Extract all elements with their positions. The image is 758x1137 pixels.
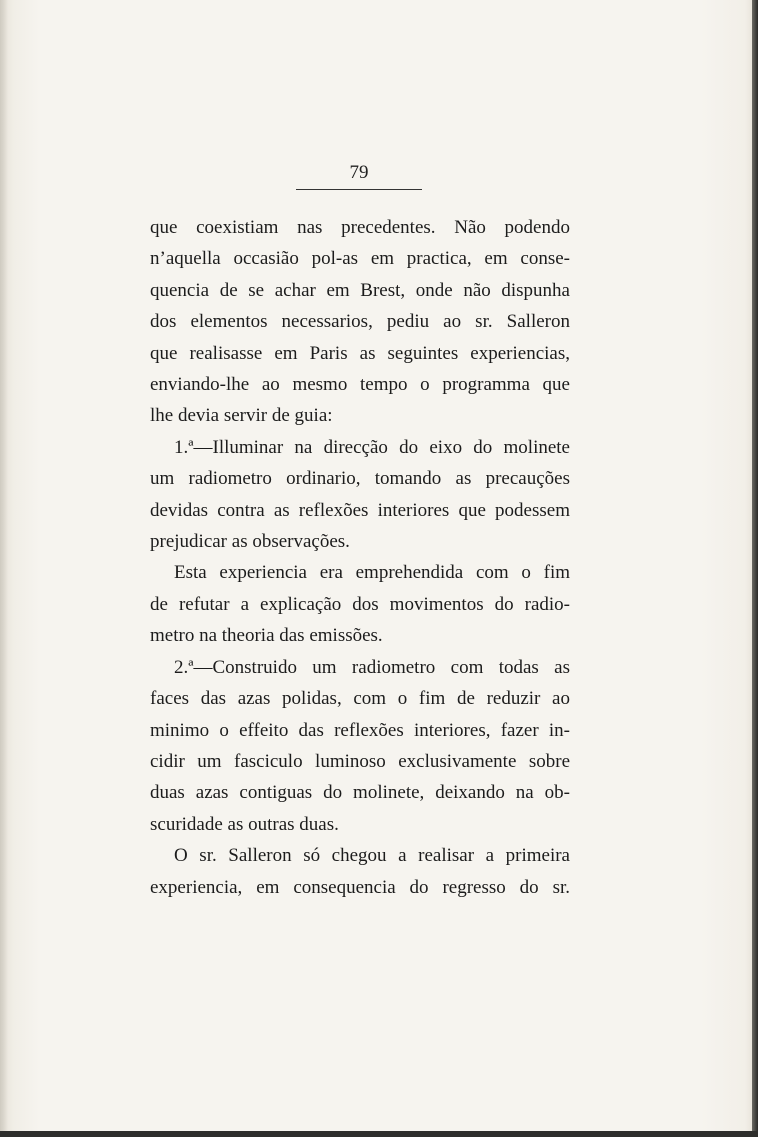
text-line: devidas contra as reflexões interiores que podessem [150,499,570,521]
text-line: faces das azas polidas, com o fim de reduzir ao [150,688,570,710]
header-rule [296,189,422,190]
text-line: metro na theoria das emissões. [150,625,383,647]
text-line: que coexistiam nas precedentes. Não podendo [150,217,570,238]
text-line: dos elementos necessarios, pediu ao sr. Salleron [150,311,570,333]
text-line: que realisasse em Paris as seguintes experiencias, [150,342,570,364]
binding-shadow [0,0,8,1131]
text-line: scuridade as outras duas. [150,813,339,835]
text-line: n’aquella occasião pol-as em practica, em conse- [150,248,570,270]
text-line: cidir um fasciculo luminoso exclusivamente sobre [150,750,570,772]
text-line: experiencia, em consequencia do regresso do sr. [150,876,570,898]
text-line: prejudicar as observações. [150,531,350,553]
page-edge-bottom [0,1131,758,1137]
page-number: 79 [349,162,369,183]
text-line: duas azas contiguas do molinete, deixando na ob- [150,782,570,804]
text-line: um radiometro ordinario, tomando as precauções [150,468,570,490]
text-line: 2.ª—Construido um radiometro com todas as [174,656,570,678]
page-edge-right [752,0,758,1137]
text-line: minimo o effeito das reflexões interiores, fazer in- [150,719,570,741]
text-line: O sr. Salleron só chegou a realisar a primeira [174,845,570,867]
body-text [150,212,570,903]
text-line: de refutar a explicação dos movimentos do radio- [150,593,570,615]
text-line: 1.ª—Illuminar na direcção do eixo do molinete [174,436,570,458]
text-line: quencia de se achar em Brest, onde não dispunha [150,279,570,301]
text-line: lhe devia servir de guia: [150,405,333,427]
text-line: enviando-lhe ao mesmo tempo o programma que [150,374,570,396]
text-line: Esta experiencia era emprehendida com o fim [174,562,570,584]
